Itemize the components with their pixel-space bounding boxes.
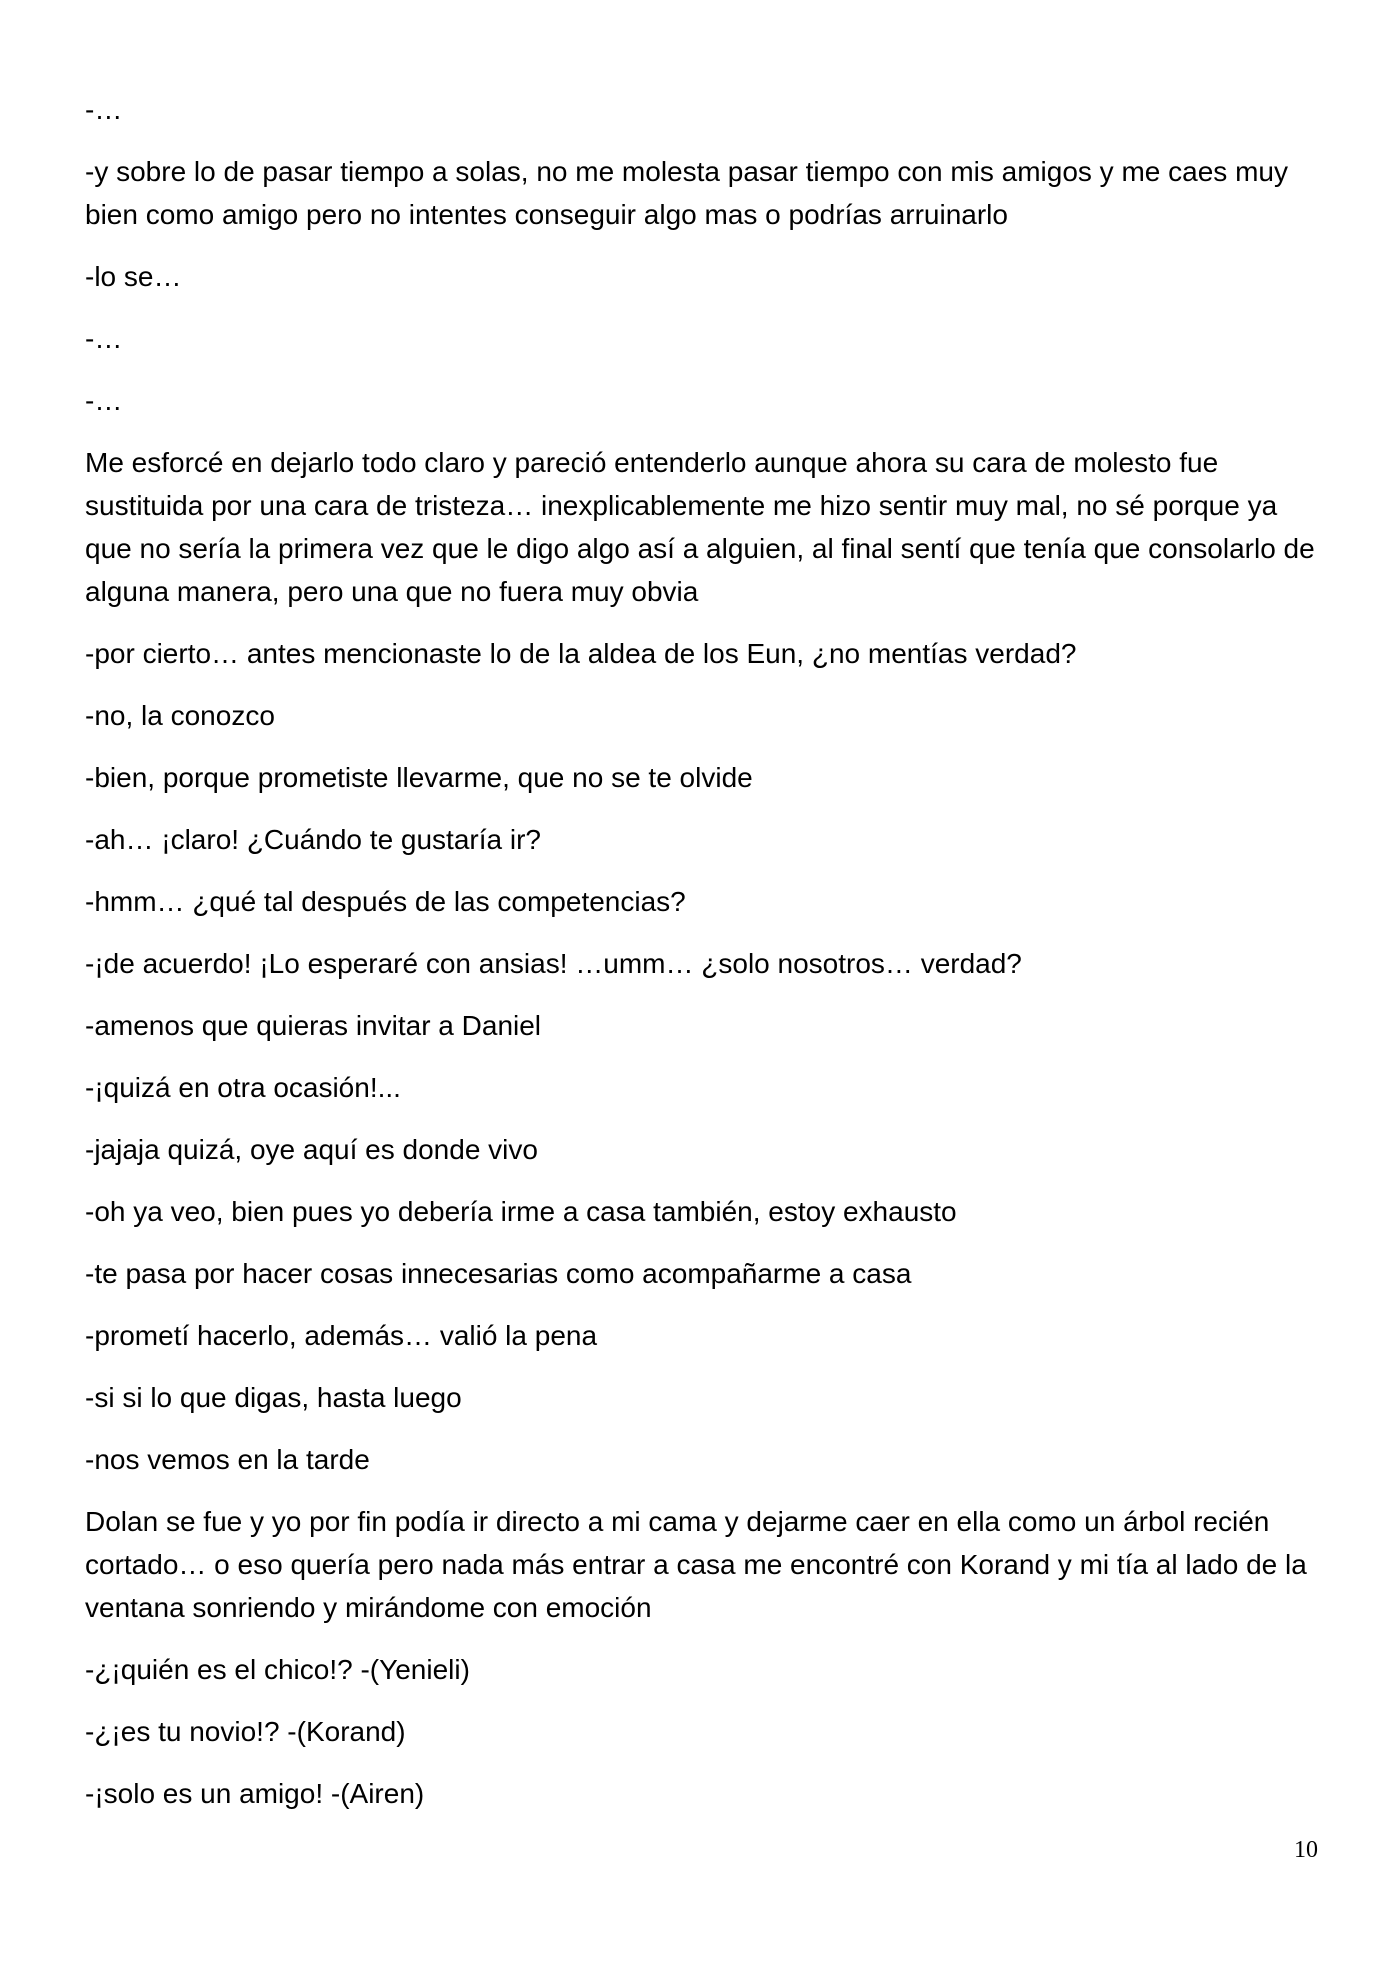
paragraph: Me esforcé en dejarlo todo claro y pareció entenderlo aunque ahora su cara de molesto fue sustituida por una cara de tristeza… inexplicablemente me hizo sentir muy mal, no sé porque ya que no sería la primera vez que le digo algo así a alguien, al final sentí que tenía que consolarlo de alguna manera, pero una que no fuera muy obvia (85, 447, 1315, 607)
paragraph: -… (85, 323, 123, 354)
paragraph: -te pasa por hacer cosas innecesarias como acompañarme a casa (85, 1258, 912, 1289)
paragraph: -oh ya veo, bien pues yo debería irme a casa también, estoy exhausto (85, 1196, 957, 1227)
paragraph: Dolan se fue y yo por fin podía ir directo a mi cama y dejarme caer en ella como un árbol recién cortado… o eso quería pero nada más entrar a casa me encontré con Korand y mi tía al lado de la ventana sonriendo y mirándome con emoción (85, 1506, 1307, 1623)
document-body (85, 88, 1325, 1834)
paragraph: -bien, porque prometiste llevarme, que no se te olvide (85, 762, 753, 793)
paragraph: -… (85, 94, 123, 125)
paragraph: -¿¡quién es el chico!? -(Yenieli) (85, 1654, 470, 1685)
paragraph: -amenos que quieras invitar a Daniel (85, 1010, 542, 1041)
paragraph: -y sobre lo de pasar tiempo a solas, no me molesta pasar tiempo con mis amigos y me caes muy bien como amigo pero no intentes conseguir algo mas o podrías arruinarlo (85, 156, 1288, 230)
paragraph: -¿¡es tu novio!? -(Korand) (85, 1716, 406, 1747)
paragraph: -ah… ¡claro! ¿Cuándo te gustaría ir? (85, 824, 541, 855)
page-number: 10 (1294, 1837, 1318, 1863)
paragraph: -si si lo que digas, hasta luego (85, 1382, 462, 1413)
paragraph: -¡quizá en otra ocasión!... (85, 1072, 401, 1103)
paragraph: -no, la conozco (85, 700, 275, 731)
paragraph: -¡de acuerdo! ¡Lo esperaré con ansias! …umm… ¿solo nosotros… verdad? (85, 948, 1022, 979)
paragraph: -jajaja quizá, oye aquí es donde vivo (85, 1134, 538, 1165)
paragraph: -por cierto… antes mencionaste lo de la aldea de los Eun, ¿no mentías verdad? (85, 638, 1077, 669)
paragraph: -prometí hacerlo, además… valió la pena (85, 1320, 598, 1351)
paragraph: -¡solo es un amigo! -(Airen) (85, 1778, 425, 1809)
paragraph: -nos vemos en la tarde (85, 1444, 370, 1475)
paragraph: -hmm… ¿qué tal después de las competencias? (85, 886, 686, 917)
paragraph: -lo se… (85, 261, 182, 292)
paragraph: -… (85, 385, 123, 416)
